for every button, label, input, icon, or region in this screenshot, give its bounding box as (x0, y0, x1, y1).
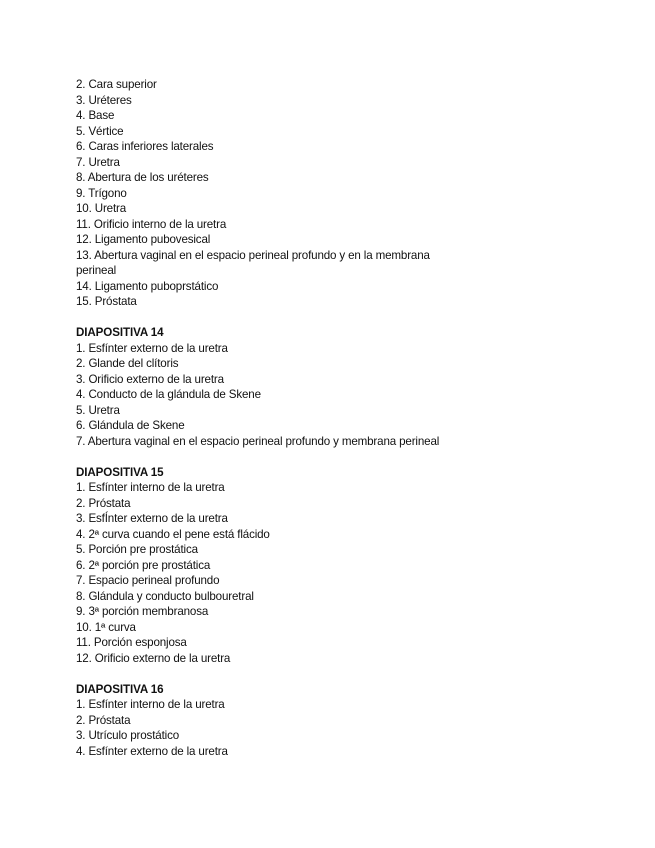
list-item: 11. Porción esponjosa (76, 636, 187, 649)
list-item: 7. Espacio perineal profundo (76, 574, 220, 587)
list-item: 4. 2ª curva cuando el pene está flácido (76, 527, 270, 541)
section-diapositiva-14 (76, 325, 476, 449)
list-item: 1. Esfínter externo de la uretra (76, 341, 228, 355)
list-item: 5. Porción pre prostática (76, 543, 198, 556)
list-item: 13. Abertura vaginal en el espacio perineal profundo y en la membrana perineal (76, 248, 430, 277)
list-item: 3. EsfÍnter externo de la uretra (76, 512, 228, 525)
list-item: 6. Caras inferiores laterales (76, 140, 214, 153)
list-item: 4. Esfínter externo de la uretra (76, 744, 228, 758)
list-item: 12. Ligamento pubovesical (76, 233, 211, 246)
list-item: 11. Orificio interno de la uretra (76, 217, 227, 231)
section-diapositiva-16 (76, 682, 476, 760)
list-item: 5. Uretra (76, 403, 120, 417)
list-item: 8. Glándula y conducto bulbouretral (76, 589, 254, 603)
list-item: 4. Conducto de la glándula de Skene (76, 388, 261, 401)
list-item: 9. Trígono (76, 186, 127, 200)
list-item: 3. Utrículo prostático (76, 729, 180, 742)
list-item: 3. Orificio externo de la uretra (76, 372, 224, 386)
intro-list (76, 77, 476, 310)
list-item: 6. 2ª porción pre prostática (76, 558, 211, 572)
list-item: 2. Próstata (76, 713, 131, 727)
section-heading: DIAPOSITIVA 15 (76, 465, 164, 479)
list-item: 1. Esfínter interno de la uretra (76, 481, 225, 494)
list-item: 1. Esfínter interno de la uretra (76, 698, 225, 711)
list-item: 15. Próstata (76, 295, 137, 308)
list-item: 3. Uréteres (76, 93, 132, 107)
list-item: 4. Base (76, 109, 115, 122)
document-body (76, 77, 476, 759)
list-item: 6. Glándula de Skene (76, 419, 185, 432)
list-item: 12. Orificio externo de la uretra (76, 651, 231, 665)
list-item: 2. Próstata (76, 496, 131, 510)
list-item: 14. Ligamento puboprstático (76, 279, 219, 293)
section-heading: DIAPOSITIVA 14 (76, 326, 164, 339)
list-item: 7. Abertura vaginal en el espacio perineal profundo y membrana perineal (76, 434, 440, 448)
list-item: 5. Vértice (76, 124, 124, 138)
list-item: 7. Uretra (76, 155, 120, 169)
section-heading: DIAPOSITIVA 16 (76, 682, 164, 696)
list-item: 10. 1ª curva (76, 620, 136, 634)
list-item: 9. 3ª porción membranosa (76, 605, 209, 618)
list-item: 2. Cara superior (76, 78, 157, 91)
section-diapositiva-15 (76, 465, 476, 667)
list-item: 8. Abertura de los uréteres (76, 171, 209, 184)
list-item: 2. Glande del clítoris (76, 357, 179, 370)
list-item: 10. Uretra (76, 202, 127, 215)
